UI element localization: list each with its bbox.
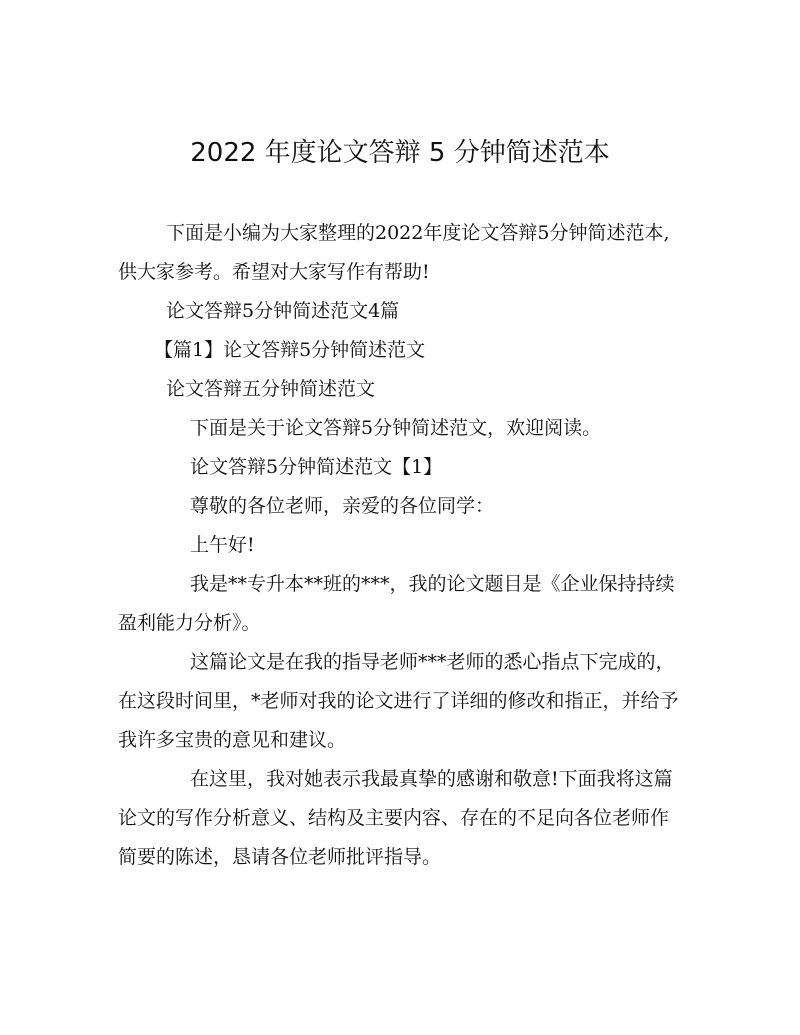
self-intro-paragraph: 我是**专升本**班的***，我的论文题目是《企业保持持续盈利能力分析》。 <box>118 573 675 634</box>
articles-count-line: 论文答辩5分钟简述范文4篇 <box>166 300 400 322</box>
gratitude-paragraph: 在这里，我对她表示我最真挚的感谢和敬意!下面我将这篇论文的写作分析意义、结构及主要内容、存在的不足向各位老师作简要的陈述，恳请各位老师批评指导。 <box>118 768 673 868</box>
intro-paragraph: 下面是小编为大家整理的2022年度论文答辩5分钟简述范本,供大家参考。希望对大家写作有帮助! <box>118 222 670 283</box>
thanks-advisor-paragraph: 这篇论文是在我的指导老师***老师的悉心指点下完成的，在这段时间里，*老师对我的论文进行了详细的修改和指正，并给予我许多宝贵的意见和建议。 <box>118 651 679 751</box>
salutation-line: 尊敬的各位老师，亲爱的各位同学： <box>190 495 495 517</box>
article-1-heading: 【篇1】论文答辩5分钟简述范文 <box>154 339 426 361</box>
greeting-line: 上午好! <box>190 534 255 556</box>
subtitle-line: 论文答辩五分钟简述范文 <box>166 378 376 400</box>
document-title: 2022 年度论文答辩 5 分钟简述范本 <box>190 138 610 168</box>
sample-heading: 论文答辩5分钟简述范文【1】 <box>190 456 443 478</box>
intro-line: 下面是关于论文答辩5分钟简述范文，欢迎阅读。 <box>190 417 602 439</box>
